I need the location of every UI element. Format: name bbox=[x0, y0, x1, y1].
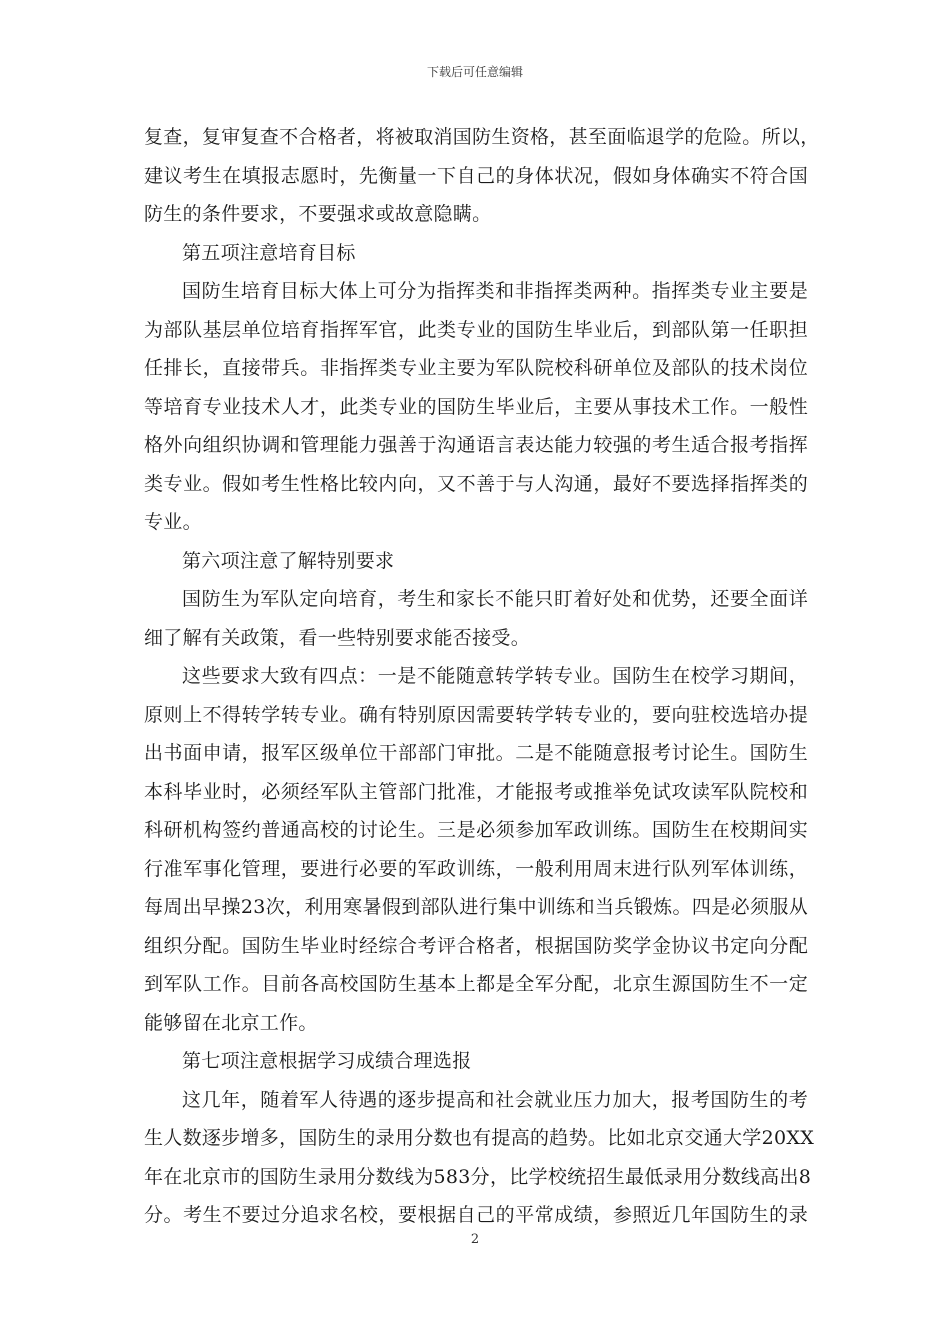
section-heading: 第六项注意了解特别要求 bbox=[182, 549, 395, 572]
paragraph-line: 能够留在北京工作。 bbox=[144, 1011, 318, 1034]
paragraph-line: 复查，复审复查不合格者，将被取消国防生资格，甚至面临退学的危险。所以， bbox=[144, 126, 820, 148]
paragraph-line: 行准军事化管理，要进行必要的军政训练，一般利用周末进行队列军体训练， bbox=[144, 857, 808, 880]
section-heading: 第五项注意培育目标 bbox=[182, 241, 356, 264]
paragraph-line: 格外向组织协调和管理能力强善于沟通语言表达能力较强的考生适合报考指挥 bbox=[144, 434, 808, 456]
document-body bbox=[144, 118, 820, 1235]
page-header: 下载后可任意编辑 bbox=[426, 65, 523, 79]
paragraph-line: 到军队工作。目前各高校国防生基本上都是全军分配，北京生源国防生不一定 bbox=[144, 973, 808, 995]
paragraph-line: 科研机构签约普通高校的讨论生。三是必须参加军政训练。国防生在校期间实 bbox=[144, 819, 808, 841]
paragraph-line: 等培育专业技术人才，此类专业的国防生毕业后，主要从事技术工作。一般性 bbox=[144, 395, 808, 418]
paragraph-line: 出书面申请，报军区级单位干部部门审批。二是不能随意报考讨论生。国防生 bbox=[144, 742, 808, 764]
page-number: 2 bbox=[470, 1232, 480, 1247]
paragraph-line: 分。考生不要过分追求名校，要根据自己的平常成绩，参照近几年国防生的录 bbox=[144, 1204, 808, 1226]
paragraph-line: 任排长，直接带兵。非指挥类专业主要为军队院校科研单位及部队的技术岗位 bbox=[144, 357, 808, 379]
paragraph-line: 每周出早操23次，利用寒暑假到部队进行集中训练和当兵锻炼。四是必须服从 bbox=[144, 896, 808, 918]
paragraph-line: 年在北京市的国防生录用分数线为583分，比学校统招生最低录用分数线高出8 bbox=[144, 1165, 812, 1188]
paragraph-line: 原则上不得转学转专业。确有特别原因需要转学转专业的，要向驻校选培办提 bbox=[144, 703, 808, 726]
paragraph-line: 组织分配。国防生毕业时经综合考评合格者，根据国防奖学金协议书定向分配 bbox=[144, 934, 808, 957]
paragraph-line: 这几年，随着军人待遇的逐步提高和社会就业压力加大，报考国防生的考 bbox=[182, 1088, 808, 1111]
paragraph-line: 防生的条件要求，不要强求或故意隐瞒。 bbox=[144, 203, 492, 225]
paragraph-line: 类专业。假如考生性格比较内向，又不善于与人沟通，最好不要选择指挥类的 bbox=[144, 472, 808, 495]
paragraph-line: 本科毕业时，必须经军队主管部门批准，才能报考或推举免试攻读军队院校和 bbox=[144, 780, 808, 803]
paragraph-line: 为部队基层单位培育指挥军官，此类专业的国防生毕业后，到部队第一任职担 bbox=[144, 318, 808, 341]
paragraph-line: 这些要求大致有四点：一是不能随意转学转专业。国防生在校学习期间， bbox=[182, 665, 808, 687]
paragraph-line: 国防生培育目标大体上可分为指挥类和非指挥类两种。指挥类专业主要是 bbox=[182, 280, 808, 302]
paragraph-line: 建议考生在填报志愿时，先衡量一下自己的身体状况，假如身体确实不符合国 bbox=[144, 164, 808, 187]
section-heading: 第七项注意根据学习成绩合理选报 bbox=[182, 1050, 472, 1072]
paragraph-line: 细了解有关政策，看一些特别要求能否接受。 bbox=[144, 626, 531, 649]
paragraph-line: 国防生为军队定向培育，考生和家长不能只盯着好处和优势，还要全面详 bbox=[182, 588, 808, 610]
paragraph-line: 专业。 bbox=[144, 511, 202, 533]
paragraph-line: 生人数逐步增多，国防生的录用分数也有提高的趋势。比如北京交通大学20XX bbox=[144, 1127, 815, 1149]
